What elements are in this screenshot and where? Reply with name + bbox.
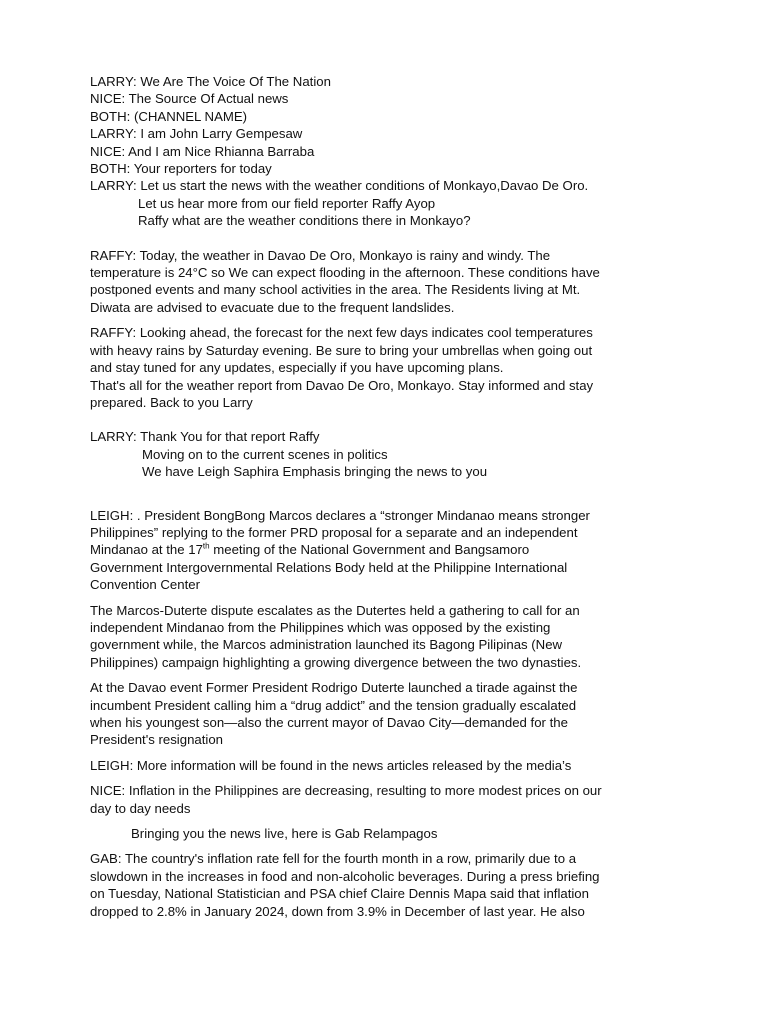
script-line: and stay tuned for any updates, especially if you have upcoming plans. [90,360,504,376]
nice-paragraph [90,782,682,817]
script-line: RAFFY: Looking ahead, the forecast for the next few days indicates cool temperatures [90,325,593,341]
spacer [90,594,682,602]
script-line: incumbent President calling him a “drug addict” and the tension gradually escalated [90,697,577,713]
leigh-closing [90,757,682,774]
nice-handoff [90,825,682,842]
script-line: prepared. Back to you Larry [90,394,253,410]
document-page [90,73,682,920]
raffy-paragraph-2 [90,324,682,411]
script-line: LARRY: Let us start the news with the weather conditions of Monkayo,Davao De Oro. [90,178,589,194]
script-line: The Marcos-Duterte dispute escalates as the Dutertes held a gathering to call for an [90,602,580,618]
script-line-indented: Raffy what are the weather conditions there in Monkayo? [138,213,471,229]
script-line: NICE: Inflation in the Philippines are decreasing, resulting to more modest prices on our [90,783,602,799]
intro-block [90,73,682,230]
gab-paragraph [90,850,682,920]
leigh-paragraph-3 [90,679,682,749]
spacer [90,671,682,679]
script-line: when his youngest son—also the current mayor of Davao City—demanded for the [90,715,568,730]
script-line: LEIGH: . President BongBong Marcos declares a “stronger Mindanao means stronger [90,507,590,523]
script-line: LARRY: We Are The Voice Of The Nation [90,74,331,89]
script-line: on Tuesday, National Statistician and PSA chief Claire Dennis Mapa said that inflation [90,886,589,902]
line-text: meeting of the National Government and Bangsamoro [209,542,530,558]
leigh-paragraph-2 [90,602,682,672]
spacer [90,411,682,428]
script-line: postponed events and many school activities in the area. The Residents living at Mt. [90,282,581,298]
script-line: Philippines” replying to the former PRD proposal for a separate and an independent [90,524,578,540]
script-line: Philippines) campaign highlighting a growing divergence between the two dynasties. [90,654,582,670]
script-line: independent Mindanao from the Philippines which was opposed by the existing [90,619,551,635]
spacer [90,817,682,825]
script-line: dropped to 2.8% in January 2024, down from 3.9% in December of last year. He also [90,903,585,919]
script-line: President's resignation [90,732,224,748]
script-line: At the Davao event Former President Rodrigo Duterte launched a tirade against the [90,680,578,696]
spacer [90,749,682,757]
script-line: government while, the Marcos administration launched its Bagong Pilipinas (New [90,637,563,653]
script-line: Convention Center [90,577,200,593]
script-line: Government Intergovernmental Relations Body held at the Philippine International [90,559,568,575]
script-line: LEIGH: More information will be found in the news articles released by the media’s [90,757,572,773]
script-line: NICE: And I am Nice Rhianna Barraba [90,143,315,159]
script-line: LARRY: Thank You for that report Raffy [90,429,320,445]
larry-transition [90,428,682,480]
script-line: slowdown in the increases in food and non-alcoholic beverages. During a press briefing [90,868,600,884]
line-text: Mindanao at the 17 [90,542,203,558]
ordinal-suffix: th [202,541,210,551]
script-line: GAB: The country's inflation rate fell for the fourth month in a row, primarily due to a [90,851,577,867]
script-line-indented: Moving on to the current scenes in politics [142,446,388,462]
script-line: BOTH: Your reporters for today [90,161,272,177]
script-line-indented: Let us hear more from our field reporter Raffy Ayop [138,195,436,211]
script-line [90,541,682,558]
spacer [90,316,682,324]
script-line: LARRY: I am John Larry Gempesaw [90,126,303,142]
script-line: Diwata are advised to evacuate due to the frequent landslides. [90,299,455,315]
script-line: NICE: The Source Of Actual news [90,91,289,107]
script-line: RAFFY: Today, the weather in Davao De Oro, Monkayo is rainy and windy. The [90,247,551,263]
script-line-indented: We have Leigh Saphira Emphasis bringing the news to you [142,464,488,480]
spacer [90,842,682,850]
spacer [90,230,682,247]
script-line: with heavy rains by Saturday evening. Be sure to bring your umbrellas when going out [90,342,593,358]
spacer [90,774,682,782]
raffy-paragraph-1 [90,247,682,317]
script-line: That's all for the weather report from Davao De Oro, Monkayo. Stay informed and stay [90,377,594,393]
spacer [90,481,682,507]
leigh-paragraph-1 [90,507,682,594]
script-line: day to day needs [90,800,191,816]
script-line: temperature is 24°C so We can expect flooding in the afternoon. These conditions have [90,265,600,281]
script-line-indented: Bringing you the news live, here is Gab Relampagos [131,826,438,842]
script-line: BOTH: (CHANNEL NAME) [90,108,248,124]
